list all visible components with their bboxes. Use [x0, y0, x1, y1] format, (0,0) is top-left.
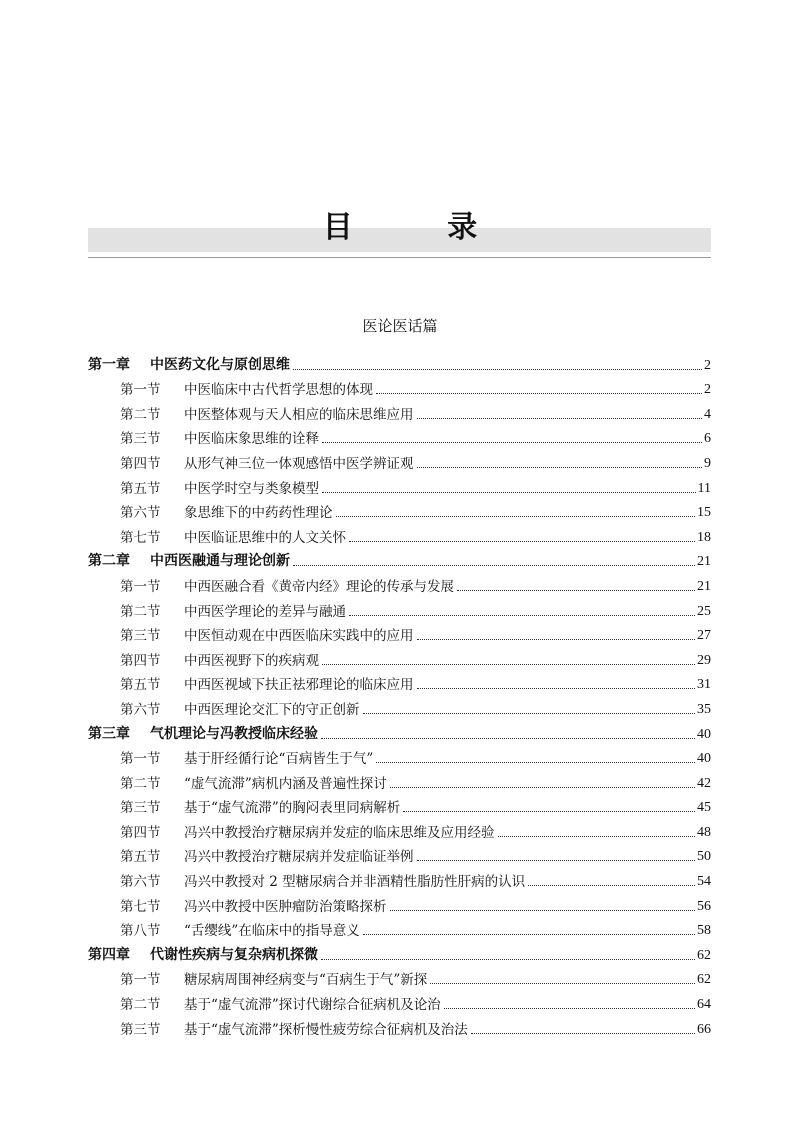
toc-page-number: 50: [697, 849, 711, 865]
dot-leader: [444, 1008, 695, 1009]
toc-section-entry[interactable]: [88, 1016, 711, 1041]
toc-section-entry[interactable]: [88, 450, 711, 475]
toc-entry-title: “虚气流滞”病机内涵及普遍性探讨: [184, 775, 387, 792]
toc-entry-label: 第四节: [120, 652, 161, 669]
toc-entry-title: 从形气神三位一体观感悟中医学辨证观: [184, 455, 414, 472]
toc-entry-label: 第二节: [120, 775, 161, 792]
toc-entry-title: 中西医理论交汇下的守正创新: [184, 701, 360, 718]
toc-section-entry[interactable]: [88, 475, 711, 500]
toc-page-number: 58: [697, 923, 711, 939]
dot-leader: [417, 467, 703, 468]
toc-entry-label: 第二章: [88, 553, 130, 570]
toc-section-entry[interactable]: [88, 746, 711, 771]
toc-section-entry[interactable]: [88, 524, 711, 549]
toc-section-entry[interactable]: [88, 967, 711, 992]
dot-leader: [376, 393, 702, 394]
toc-entry-label: 第五节: [120, 480, 161, 497]
toc-entry-title: 基于“虚气流滞”探析慢性疲劳综合征病机及治法: [184, 1021, 468, 1038]
dot-leader: [321, 738, 695, 739]
toc-page-number: 6: [704, 431, 711, 447]
dot-leader: [322, 442, 702, 443]
toc-page-number: 25: [697, 603, 711, 619]
toc-page-number: 18: [697, 529, 711, 545]
toc-entry-label: 第三节: [120, 800, 161, 817]
toc-page-number: 2: [704, 357, 711, 373]
dot-leader: [349, 541, 695, 542]
toc-page-number: 9: [704, 455, 711, 471]
table-of-contents: [88, 352, 711, 1041]
dot-leader: [430, 983, 695, 984]
toc-entry-label: 第一章: [88, 356, 130, 373]
toc-entry-label: 第三节: [120, 431, 161, 448]
toc-entry-label: 第五节: [120, 677, 161, 694]
dot-leader: [471, 1033, 695, 1034]
toc-page-number: 64: [697, 997, 711, 1013]
dot-leader: [528, 885, 695, 886]
toc-page-number: 40: [697, 726, 711, 742]
toc-entry-label: 第一节: [120, 382, 161, 399]
dot-leader: [390, 910, 696, 911]
toc-entry-title: 冯兴中教授对 2 型糖尿病合并非酒精性脂肪性肝病的认识: [184, 874, 526, 891]
toc-entry-label: 第六节: [120, 505, 161, 522]
toc-section-entry[interactable]: [88, 672, 711, 697]
toc-entry-title: 基于“虚气流滞”探讨代谢综合征病机及论治: [184, 997, 441, 1014]
dot-leader: [336, 516, 696, 517]
dot-leader: [417, 639, 696, 640]
toc-entry-label: 第二节: [120, 603, 161, 620]
toc-entry-title: 中医临床中古代哲学思想的体现: [184, 382, 373, 399]
toc-entry-label: 第四节: [120, 824, 161, 841]
dot-leader: [417, 860, 696, 861]
toc-page-number: 62: [697, 947, 711, 963]
dot-leader: [322, 492, 696, 493]
toc-page-number: 40: [697, 751, 711, 767]
dot-leader: [403, 811, 695, 812]
toc-section-entry[interactable]: [88, 377, 711, 402]
toc-entry-title: 中西医融合看《黄帝内经》理论的传承与发展: [184, 578, 454, 595]
toc-entry-title: 糖尿病周围神经病变与“百病生于气”新探: [184, 972, 428, 989]
toc-page-number: 45: [697, 800, 711, 816]
page-title: 目 录: [322, 210, 520, 245]
toc-entry-title: 气机理论与冯教授临床经验: [150, 725, 318, 742]
toc-page-number: 15: [697, 505, 711, 521]
toc-entry-label: 第一节: [120, 578, 161, 595]
toc-entry-label: 第二节: [120, 406, 161, 423]
title-divider: [88, 257, 711, 258]
toc-entry-label: 第五节: [120, 849, 161, 866]
dot-leader: [322, 664, 695, 665]
toc-entry-label: 第四节: [120, 455, 161, 472]
toc-section-entry[interactable]: [88, 426, 711, 451]
toc-section-entry[interactable]: [88, 991, 711, 1016]
toc-entry-label: 第一节: [120, 972, 161, 989]
toc-section-entry[interactable]: [88, 573, 711, 598]
toc-page-number: 31: [697, 677, 711, 693]
toc-page-number: 21: [697, 578, 711, 594]
toc-page-number: 29: [697, 652, 711, 668]
toc-entry-label: 第三节: [120, 1021, 161, 1038]
toc-entry-title: 中医恒动观在中西医临床实践中的应用: [184, 628, 414, 645]
toc-page-number: 4: [704, 406, 711, 422]
toc-page-number: 48: [697, 824, 711, 840]
dot-leader: [321, 959, 695, 960]
toc-page-number: 62: [697, 972, 711, 988]
toc-entry-label: 第三章: [88, 725, 130, 742]
toc-entry-title: 代谢性疾病与复杂病机探微: [150, 946, 318, 963]
toc-section-entry[interactable]: [88, 795, 711, 820]
toc-section-entry[interactable]: [88, 819, 711, 844]
toc-section-entry[interactable]: [88, 500, 711, 525]
toc-section-entry[interactable]: [88, 844, 711, 869]
toc-page-number: 66: [697, 1021, 711, 1037]
dot-leader: [390, 787, 695, 788]
toc-chapter-entry[interactable]: [88, 721, 711, 746]
dot-leader: [293, 565, 695, 566]
toc-chapter-entry[interactable]: [88, 549, 711, 574]
dot-leader: [417, 418, 703, 419]
toc-entry-title: 中医临床象思维的诠释: [184, 431, 319, 448]
toc-section-entry[interactable]: [88, 598, 711, 623]
toc-section-entry[interactable]: [88, 918, 711, 943]
dot-leader: [498, 836, 696, 837]
toc-entry-title: “舌缨线”在临床中的指导意义: [184, 923, 360, 940]
toc-page-number: 11: [697, 480, 711, 496]
toc-entry-title: 冯兴中教授治疗糖尿病并发症的临床思维及应用经验: [184, 824, 495, 841]
toc-page-number: 2: [704, 382, 711, 398]
toc-chapter-entry[interactable]: [88, 352, 711, 377]
toc-page-number: 42: [697, 775, 711, 791]
toc-entry-title: 基于肝经循行论“百病皆生于气”: [184, 751, 374, 768]
toc-entry-label: 第三节: [120, 628, 161, 645]
dot-leader: [457, 590, 695, 591]
toc-section-entry[interactable]: [88, 647, 711, 672]
toc-entry-label: 第六节: [120, 701, 161, 718]
toc-entry-label: 第一节: [120, 751, 161, 768]
dot-leader: [349, 615, 695, 616]
toc-entry-title: 基于“虚气流滞”的胸闷表里同病解析: [184, 800, 401, 817]
toc-entry-title: 中西医融通与理论创新: [150, 553, 290, 570]
toc-entry-label: 第七节: [120, 898, 161, 915]
toc-entry-label: 第六节: [120, 874, 161, 891]
toc-section-entry[interactable]: [88, 770, 711, 795]
toc-entry-title: 中医学时空与类象模型: [184, 480, 319, 497]
toc-entry-title: 中西医视野下的疾病观: [184, 652, 319, 669]
toc-page-number: 54: [697, 874, 711, 890]
toc-entry-title: 中西医学理论的差异与融通: [184, 603, 346, 620]
toc-entry-title: 中医药文化与原创思维: [150, 356, 290, 373]
toc-entry-title: 中医临证思维中的人文关怀: [184, 529, 346, 546]
toc-entry-label: 第七节: [120, 529, 161, 546]
toc-entry-title: 中医整体观与天人相应的临床思维应用: [184, 406, 414, 423]
toc-section-entry[interactable]: [88, 893, 711, 918]
toc-entry-title: 冯兴中教授中医肿瘤防治策略探析: [184, 898, 387, 915]
dot-leader: [417, 688, 696, 689]
part-heading: 医论医话篇: [362, 317, 438, 335]
toc-entry-label: 第八节: [120, 923, 161, 940]
toc-entry-title: 象思维下的中药药性理论: [184, 505, 333, 522]
dot-leader: [363, 713, 696, 714]
toc-page-number: 35: [697, 701, 711, 717]
toc-entry-title: 冯兴中教授治疗糖尿病并发症临证举例: [184, 849, 414, 866]
toc-entry-label: 第四章: [88, 946, 130, 963]
dot-leader: [293, 369, 702, 370]
toc-page-number: 56: [697, 898, 711, 914]
toc-entry-label: 第二节: [120, 997, 161, 1014]
toc-page-number: 27: [697, 628, 711, 644]
toc-section-entry[interactable]: [88, 401, 711, 426]
toc-section-entry[interactable]: [88, 623, 711, 648]
toc-chapter-entry[interactable]: [88, 942, 711, 967]
dot-leader: [376, 762, 695, 763]
dot-leader: [363, 934, 695, 935]
toc-page-number: 21: [697, 554, 711, 570]
toc-entry-title: 中西医视域下扶正祛邪理论的临床应用: [184, 677, 414, 694]
toc-section-entry[interactable]: [88, 868, 711, 893]
toc-section-entry[interactable]: [88, 696, 711, 721]
